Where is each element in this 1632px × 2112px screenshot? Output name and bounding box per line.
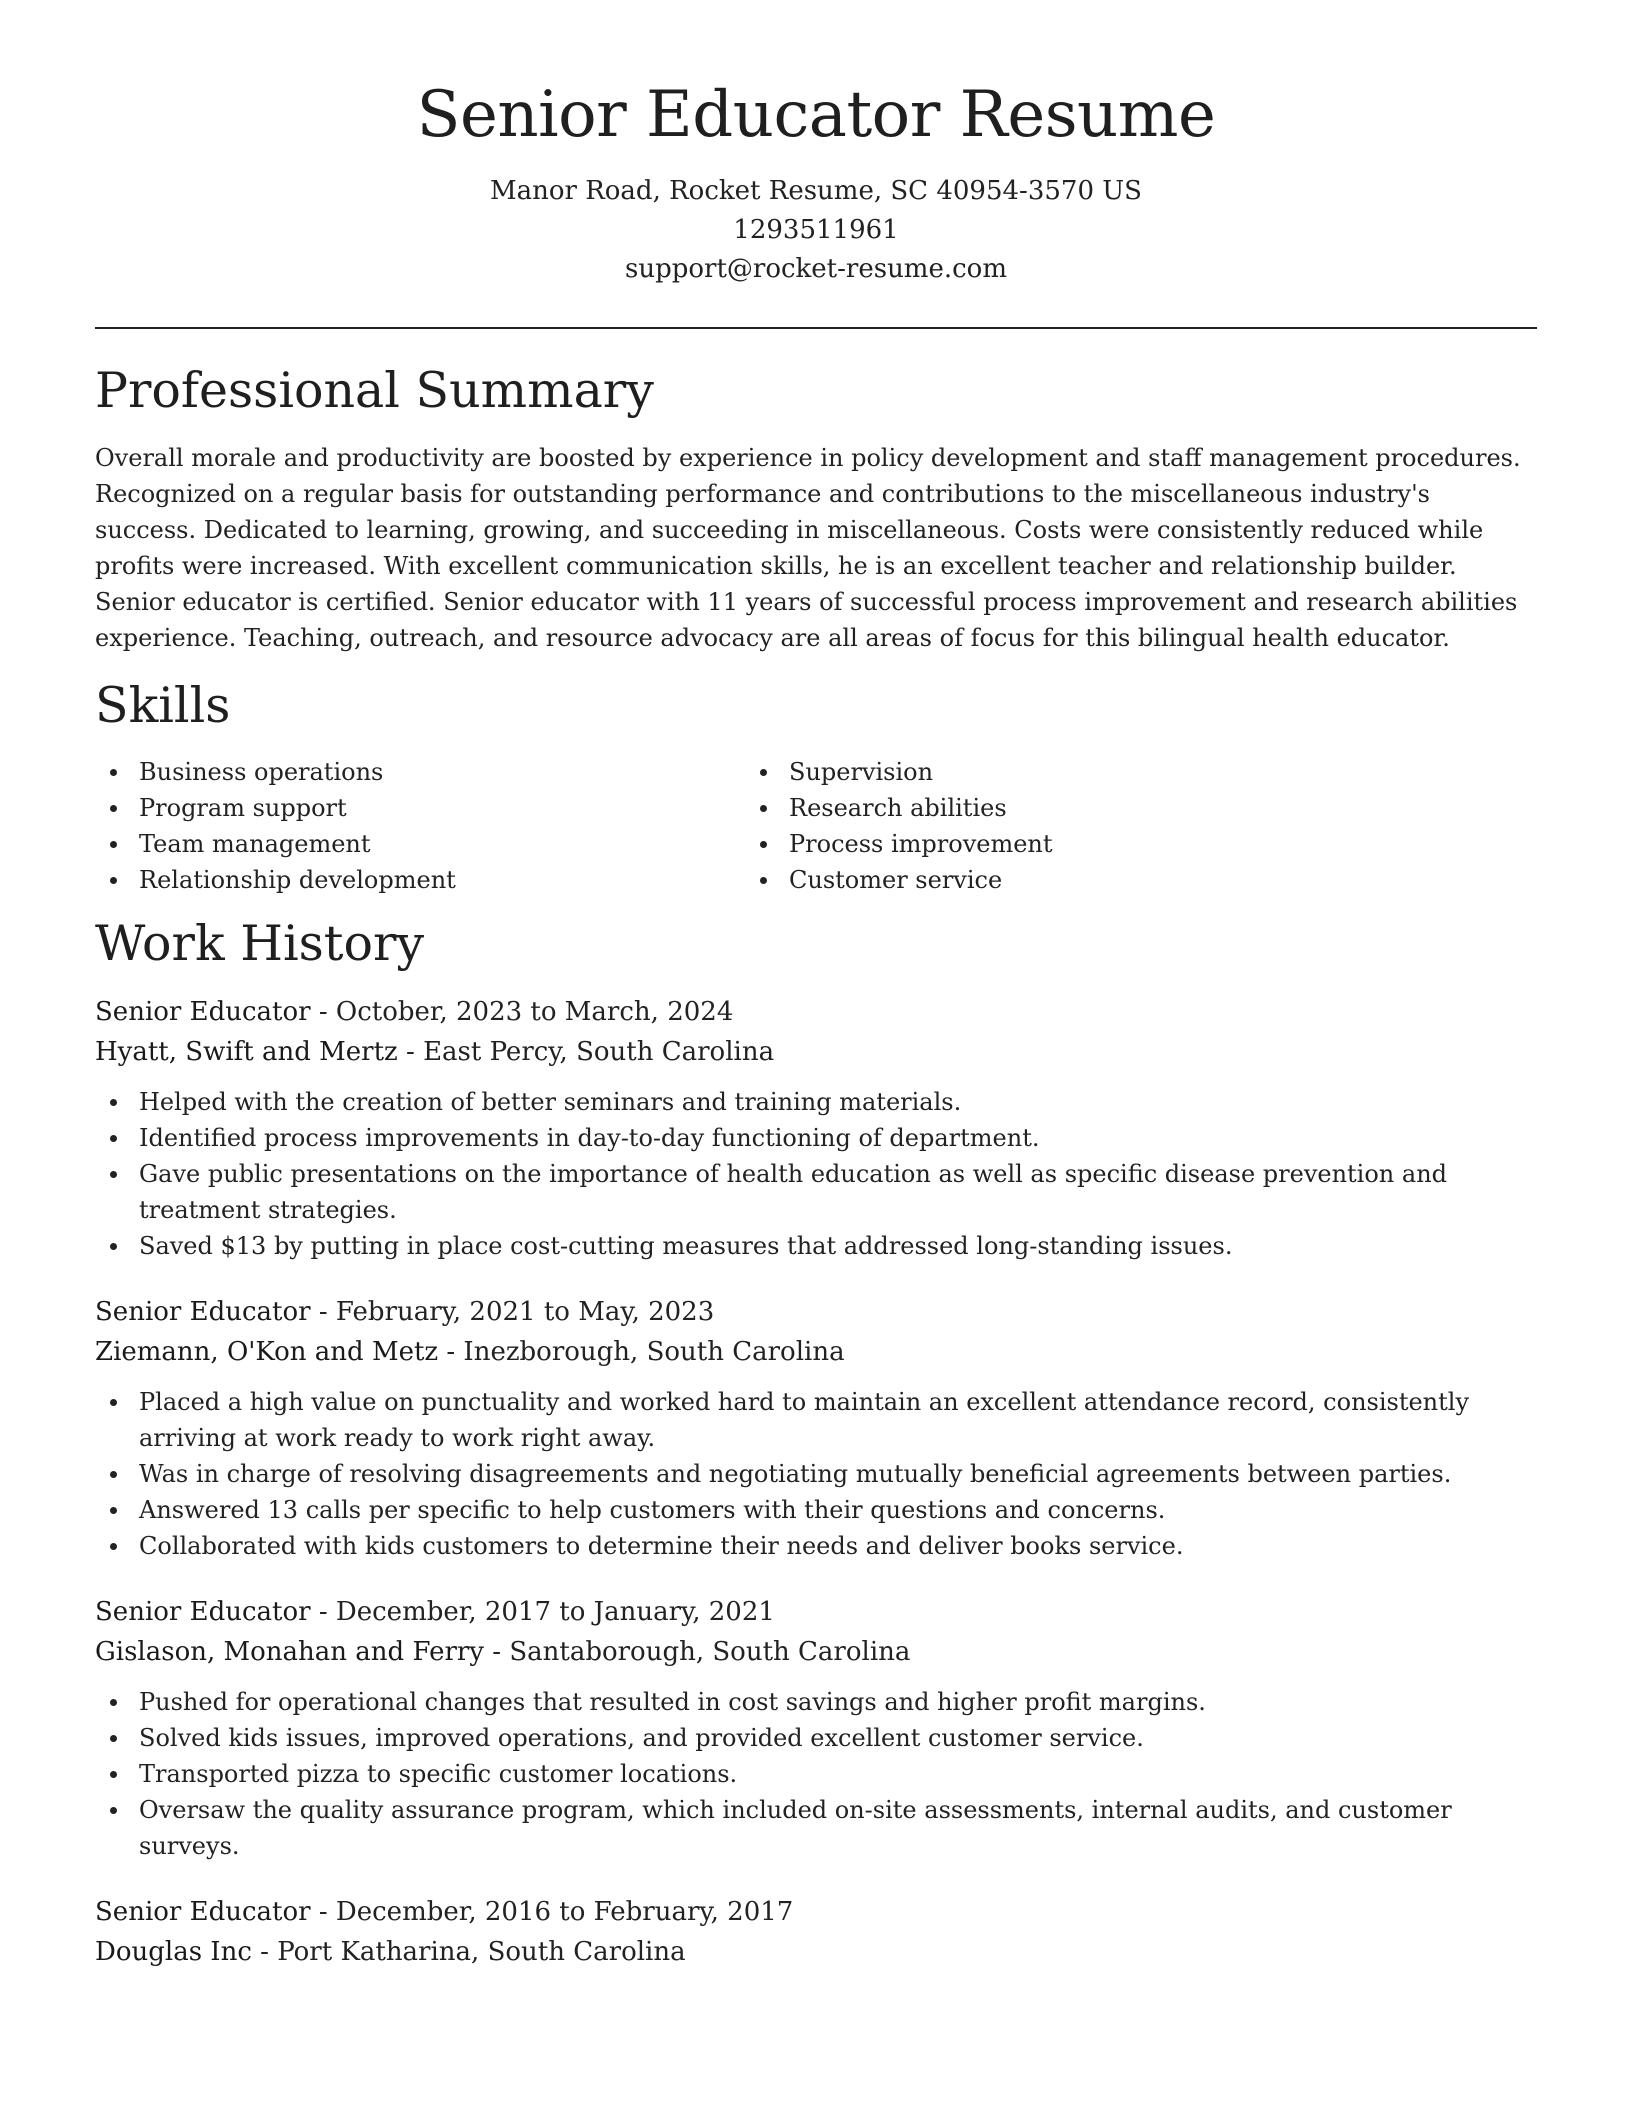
job-dates: - December, 2016 to February, 2017 — [310, 1897, 794, 1928]
job-title-line — [95, 1892, 1537, 1932]
job-title: Senior Educator — [95, 1597, 311, 1628]
job-entry — [95, 1592, 1537, 1864]
job-dates: - December, 2017 to January, 2021 — [310, 1597, 775, 1628]
work-history-section — [95, 916, 1537, 1972]
work-history-heading: Work History — [95, 915, 425, 973]
job-bullet: Answered 13 calls per specific to help customers with their questions and concerns. — [95, 1492, 1537, 1528]
job-company-line — [95, 1332, 1537, 1372]
contact-address: Manor Road, Rocket Resume, SC 40954-3570 US — [489, 176, 1142, 207]
job-bullet: Saved $13 by putting in place cost-cutting measures that addressed long-standing issues. — [95, 1228, 1537, 1264]
job-company-line — [95, 1032, 1537, 1072]
job-company-line — [95, 1932, 1537, 1972]
job-company: Ziemann, O'Kon and Metz — [95, 1337, 439, 1368]
job-dates: - October, 2023 to March, 2024 — [310, 997, 734, 1028]
job-bullet: Identified process improvements in day-to-day functioning of department. — [95, 1120, 1537, 1156]
job-location: - Port Katharina, South Carolina — [251, 1937, 686, 1968]
job-entry — [95, 1892, 1537, 1972]
job-company: Gislason, Monahan and Ferry — [95, 1637, 484, 1668]
skill-item: Research abilities — [745, 790, 1395, 826]
contact-phone: 1293511961 — [733, 215, 899, 246]
job-title-line — [95, 1592, 1537, 1632]
resume-title: Senior Educator Resume — [416, 78, 1216, 152]
job-bullets — [95, 1084, 1537, 1264]
job-bullet: Helped with the creation of better seminars and training materials. — [95, 1084, 1537, 1120]
job-bullet: Oversaw the quality assurance program, which included on-site assessments, internal audits, and customer surveys. — [95, 1792, 1537, 1864]
skill-item: Supervision — [745, 754, 1395, 790]
job-bullet: Solved kids issues, improved operations, and provided excellent customer service. — [95, 1720, 1537, 1756]
job-title: Senior Educator — [95, 1297, 311, 1328]
skills-column-left — [95, 754, 745, 898]
skill-item: Team management — [95, 826, 745, 862]
job-title: Senior Educator — [95, 997, 311, 1028]
job-bullets — [95, 1384, 1537, 1564]
skill-item: Customer service — [745, 862, 1395, 898]
resume-header — [95, 80, 1537, 289]
skills-section — [95, 678, 1537, 898]
job-bullet: Collaborated with kids customers to determine their needs and deliver books service. — [95, 1528, 1537, 1564]
summary-text: Overall morale and productivity are boosted by experience in policy development and staff management procedures. Recognized on a regular basis for outstanding performance and contributions to the miscellaneous industry's success. Dedicated to learning, growing, and succeeding in miscellaneous. Costs were consistently reduced while profits were increased. With excellent communication skills, he is an excellent teacher and relationship builder. Senior educator is certified. Senior educator with 11 years of successful process improvement and research abilities experience. Teaching, outreach, and resource advocacy are all areas of focus for this bilingual health educator. — [95, 443, 1521, 652]
skill-item: Business operations — [95, 754, 745, 790]
job-entry — [95, 1292, 1537, 1564]
job-location: - Inezborough, South Carolina — [438, 1337, 845, 1368]
job-company: Hyatt, Swift and Mertz — [95, 1037, 398, 1068]
summary-heading: Professional Summary — [95, 362, 654, 420]
job-title-line — [95, 1292, 1537, 1332]
job-bullet: Was in charge of resolving disagreements and negotiating mutually beneficial agreements between parties. — [95, 1456, 1537, 1492]
skill-item: Relationship development — [95, 862, 745, 898]
job-bullet: Pushed for operational changes that resulted in cost savings and higher profit margins. — [95, 1684, 1537, 1720]
summary-section — [95, 363, 1537, 655]
job-bullet: Transported pizza to specific customer locations. — [95, 1756, 1537, 1792]
job-title-line — [95, 992, 1537, 1032]
job-location: - Santaborough, South Carolina — [484, 1637, 911, 1668]
contact-email: support@rocket-resume.com — [624, 254, 1007, 285]
skills-heading: Skills — [95, 676, 231, 734]
job-bullet: Gave public presentations on the importance of health education as well as specific disease prevention and treatment strategies. — [95, 1156, 1537, 1228]
skill-item: Program support — [95, 790, 745, 826]
skill-item: Process improvement — [745, 826, 1395, 862]
job-location: - East Percy, South Carolina — [397, 1037, 775, 1068]
job-company-line — [95, 1632, 1537, 1672]
job-bullet: Placed a high value on punctuality and worked hard to maintain an excellent attendance record, consistently arriving at work ready to work right away. — [95, 1384, 1537, 1456]
skills-column-right — [745, 754, 1395, 898]
header-divider — [95, 327, 1537, 329]
job-dates: - February, 2021 to May, 2023 — [310, 1297, 715, 1328]
job-entry — [95, 992, 1537, 1264]
job-bullets — [95, 1684, 1537, 1864]
skills-columns — [95, 754, 1537, 898]
job-title: Senior Educator — [95, 1897, 311, 1928]
job-company: Douglas Inc — [95, 1937, 252, 1968]
